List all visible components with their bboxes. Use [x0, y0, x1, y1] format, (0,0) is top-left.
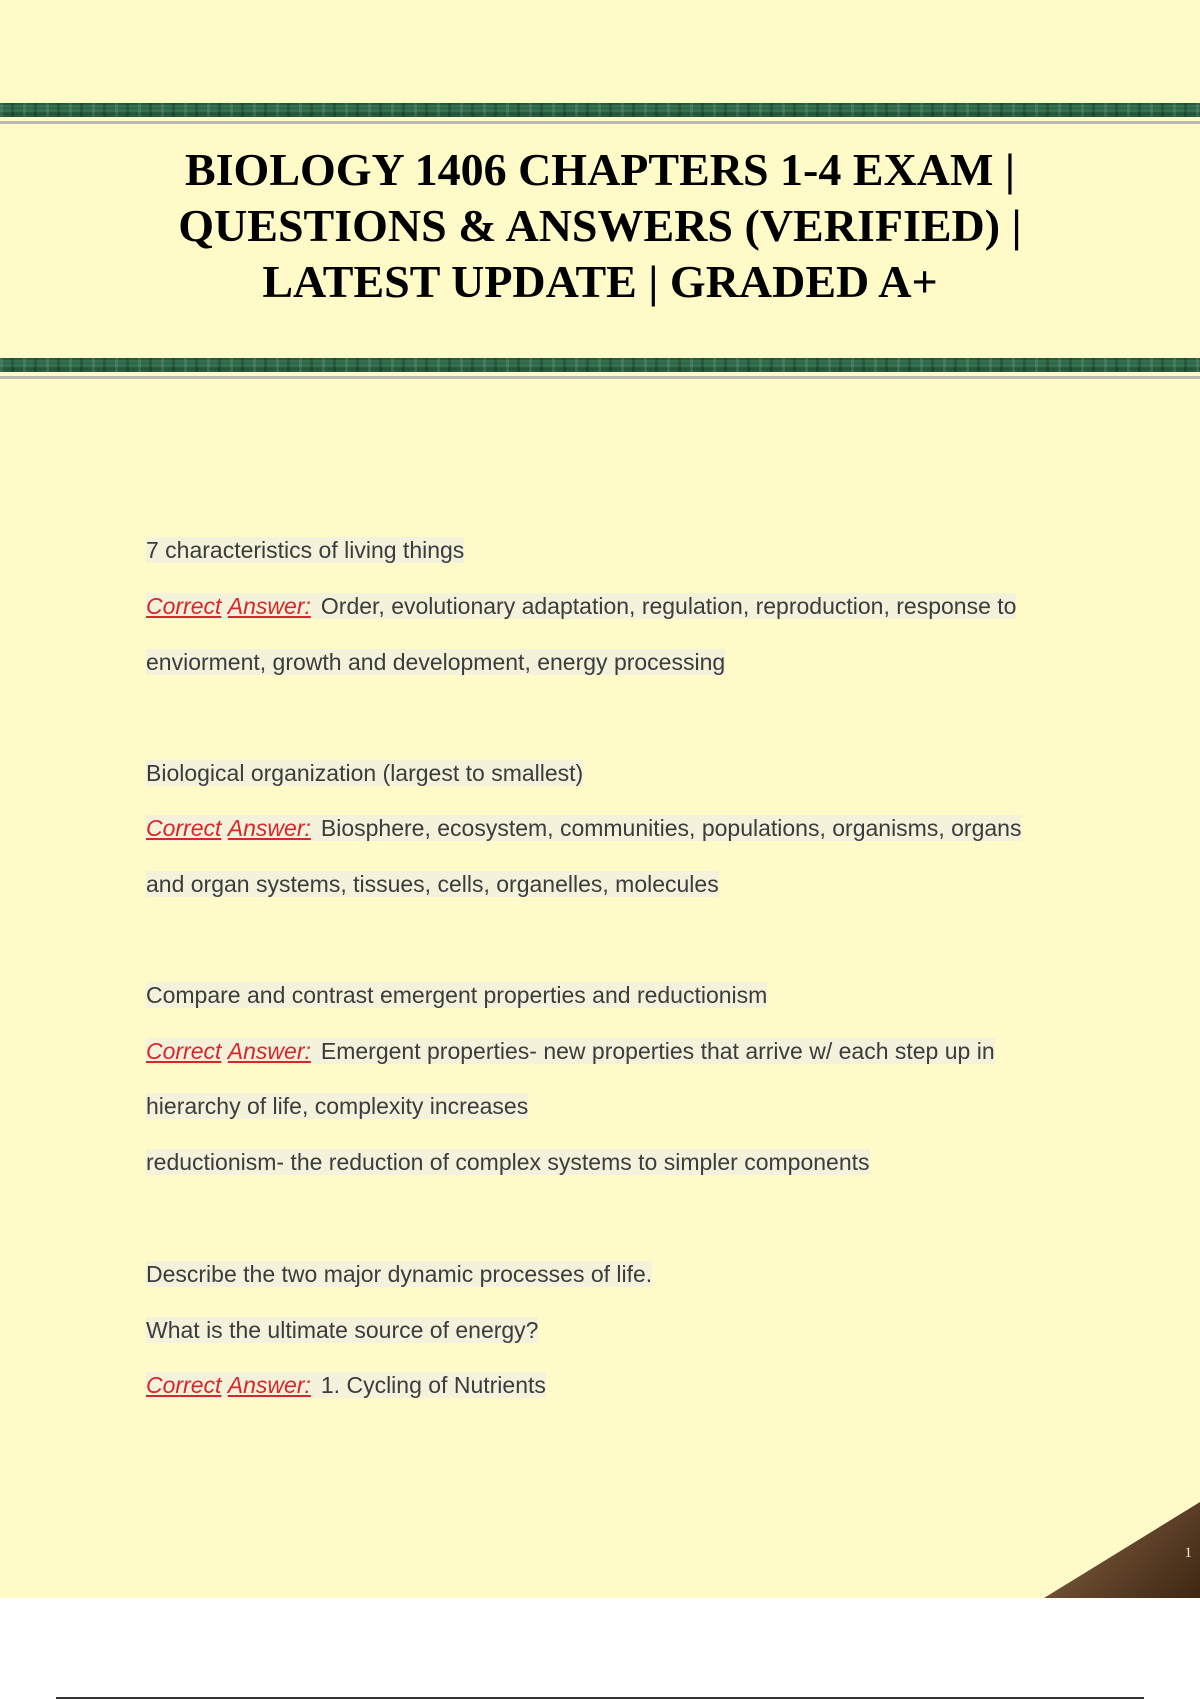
question-line: Biological organization (largest to smallest): [146, 760, 584, 786]
document-title: BIOLOGY 1406 CHAPTERS 1-4 EXAM | QUESTIONS & ANSWERS (VERIFIED) | LATEST UPDATE | GRADED A+: [178, 144, 1022, 307]
question-line: Compare and contrast emergent properties and reductionism: [146, 982, 768, 1008]
answer-line: Correct Answer: Emergent properties- new properties that arrive w/ each step up in: [146, 1038, 995, 1064]
answer-label-correct: Correct: [146, 815, 222, 841]
answer-label-correct: Correct: [146, 1038, 222, 1064]
page-corner-decoration: [1044, 1502, 1200, 1598]
answer-label-answer: Answer:: [227, 1038, 311, 1064]
answer-label-answer: Answer:: [227, 1372, 311, 1398]
answer-line: hierarchy of life, complexity increases: [146, 1093, 529, 1119]
answer-line: Correct Answer: Biosphere, ecosystem, communities, populations, organisms, organs: [146, 815, 1022, 841]
header-bottom-decorative-band: [0, 358, 1200, 372]
page-number: 1: [1184, 1545, 1192, 1561]
header-bottom-rule: [0, 376, 1200, 379]
header-top-decorative-band: [0, 103, 1200, 117]
answer-line: enviorment, growth and development, energy processing: [146, 649, 726, 675]
answer-label-answer: Answer:: [227, 815, 311, 841]
question-line: Describe the two major dynamic processes of life.: [146, 1261, 653, 1287]
answer-line: Correct Answer: 1. Cycling of Nutrients: [146, 1372, 546, 1398]
question-line: What is the ultimate source of energy?: [146, 1317, 539, 1343]
answer-line: and organ systems, tissues, cells, organelles, molecules: [146, 871, 719, 897]
answer-label-correct: Correct: [146, 593, 222, 619]
answer-label-correct: Correct: [146, 1372, 222, 1398]
question-line: 7 characteristics of living things: [146, 537, 465, 563]
footer-rule: [56, 1697, 1144, 1699]
answer-line: Correct Answer: Order, evolutionary adaptation, regulation, reproduction, response to: [146, 593, 1017, 619]
answer-line: reductionism- the reduction of complex systems to simpler components: [146, 1149, 870, 1175]
answer-label-answer: Answer:: [227, 593, 311, 619]
header-top-rule: [0, 121, 1200, 124]
